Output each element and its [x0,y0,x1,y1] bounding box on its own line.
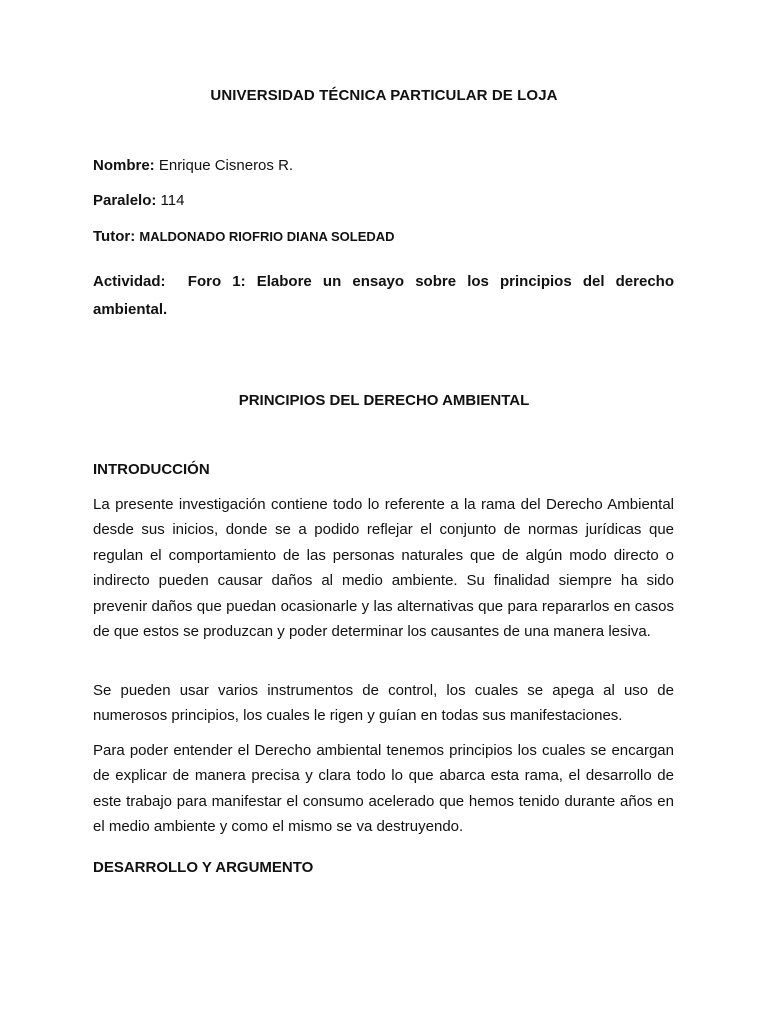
development-heading: DESARROLLO Y ARGUMENTO [93,859,314,876]
tutor-label: Tutor: [93,228,136,245]
paralelo-label: Paralelo: [93,192,157,209]
intro-heading: INTRODUCCIÓN [93,461,210,478]
essay-title: PRINCIPIOS DEL DERECHO AMBIENTAL [238,392,530,409]
paralelo-value: 114 [160,192,185,209]
nombre-field [93,156,293,176]
activity-label: Actividad: [93,273,166,290]
paragraph: La presente investigación contiene todo lo referente a la rama del Derecho Ambiental desde sus inicios, donde se a podido reflejar el conjunto de normas jurídicas que regulan el comportamiento de las personas naturales que de algún modo directo o indirecto pueden causar daños al medio ambiente. Su finalidad siempre ha sido prevenir daños que puedan ocasionarle y las alternativas que para repararlos en casos de que estos se produzcan y poder determinar los causantes de una manera lesiva. [93,496,674,641]
activity-text: Foro 1: Elabore un ensayo sobre los principios del derecho ambiental. [93,273,674,318]
university-title: UNIVERSIDAD TÉCNICA PARTICULAR DE LOJA [210,87,558,104]
activity-block [93,268,674,324]
tutor-value: MALDONADO RIOFRIO DIANA SOLEDAD [139,229,395,244]
tutor-field [93,227,395,247]
paragraph: Se pueden usar varios instrumentos de control, los cuales se apega al uso de numerosos principios, los cuales le rigen y guían en todas sus manifestaciones. [93,682,674,725]
paragraph: Para poder entender el Derecho ambiental tenemos principios los cuales se encargan de explicar de manera precisa y clara todo lo que abarca esta rama, el desarrollo de este trabajo para manifestar el consumo acelerado que hemos tenido durante años en el medio ambiente y como el mismo se va destruyendo. [93,742,674,836]
nombre-label: Nombre: [93,157,155,174]
paralelo-field [93,191,184,211]
nombre-value: Enrique Cisneros R. [158,157,294,174]
